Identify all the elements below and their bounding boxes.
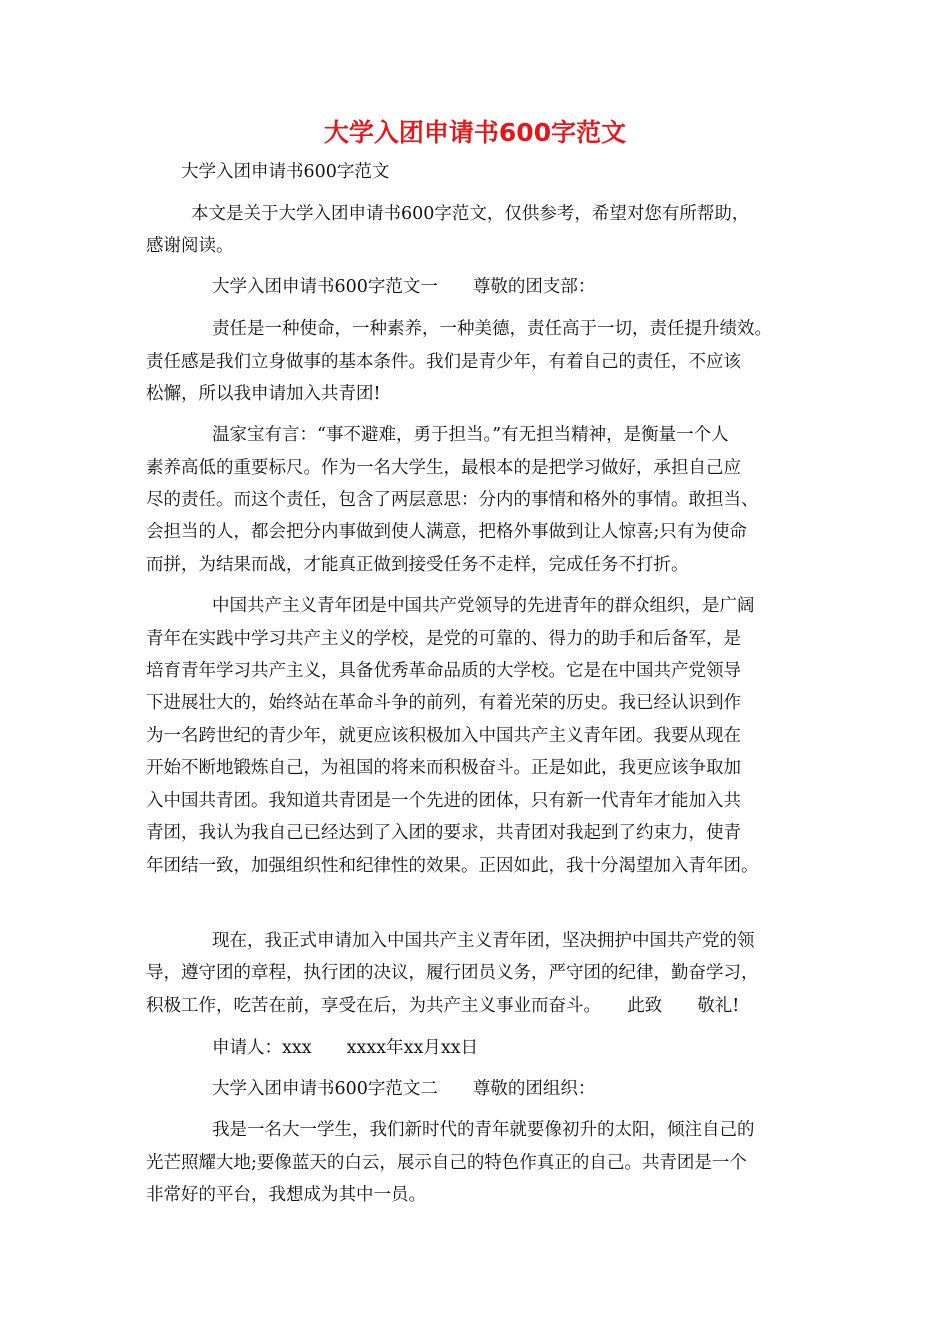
intro-line: 本文是关于大学入团申请书600字范文，仅供参考，希望对您有所帮助， [191,204,750,224]
paragraph-line: 素养高低的重要标尺。作为一名大学生，最根本的是把学习做好，承担自己应 [146,458,741,478]
paragraph-line: 我是一名大一学生，我们新时代的青年就要像初升的太阳，倾注自己的 [212,1120,755,1140]
paragraph-line: 光芒照耀大地;要像蓝天的白云，展示自己的特色作真正的自己。共青团是一个 [146,1153,747,1173]
paragraph-line: 现在，我正式申请加入中国共产主义青年团，坚决拥护中国共产党的领 [212,931,755,951]
paragraph-line: 尽的责任。而这个责任，包含了两层意思：分内的事情和格外的事情。敢担当、 [146,490,759,510]
paragraph-line: 培育青年学习共产主义，具备优秀革命品质的大学校。它是在中国共产党领导 [146,661,741,681]
paragraph-line: 开始不断地锻炼自己，为祖国的将来而积极奋斗。正是如此，我更应该争取加 [146,758,741,778]
paragraph-line: 年团结一致，加强组织性和纪律性的效果。正因如此，我十分渴望加入青年团。 [146,856,759,876]
section-heading: 大学入团申请书600字范文二 尊敬的团组织： [212,1079,596,1099]
signature-line: 申请人：xxx xxxx年xx月xx日 [212,1038,479,1058]
paragraph-line: 而拼，为结果而战，才能真正做到接受任务不走样，完成任务不打折。 [146,555,689,575]
paragraph-line: 下进展壮大的，始终站在革命斗争的前列，有着光荣的历史。我已经认识到作 [146,693,741,713]
paragraph-line: 入中国共青团。我知道共青团是一个先进的团体，只有新一代青年才能加入共 [146,791,741,811]
document-title: 大学入团申请书600字范文 [323,118,627,147]
section-heading: 大学入团申请书600字范文一 尊敬的团支部： [212,277,596,297]
paragraph-line: 松懈，所以我申请加入共青团! [146,384,381,404]
paragraph-line: 责任感是我们立身做事的基本条件。我们是青少年，有着自己的责任，不应该 [146,352,741,372]
paragraph-line: 非常好的平台，我想成为其中一员。 [146,1185,426,1205]
paragraph-line: 中国共产主义青年团是中国共产党领导的先进青年的群众组织，是广阔 [212,596,755,616]
paragraph-line: 温家宝有言：“事不避难，勇于担当。”有无担当精神，是衡量一个人 [212,425,729,445]
paragraph-line: 导，遵守团的章程，执行团的决议，履行团员义务，严守团的纪律，勤奋学习， [146,963,759,983]
paragraph-line: 责任是一种使命，一种素养，一种美德，责任高于一切，责任提升绩效。 [212,319,772,339]
paragraph-line: 积极工作，吃苦在前，享受在后，为共产主义事业而奋斗。 此致 敬礼! [146,996,740,1016]
paragraph-line: 会担当的人，都会把分内事做到使人满意，把格外事做到让人惊喜;只有为使命 [146,522,747,542]
paragraph-line: 青团，我认为我自己已经达到了入团的要求，共青团对我起到了约束力，使青 [146,823,741,843]
paragraph-line: 青年在实践中学习共产主义的学校，是党的可靠的、得力的助手和后备军，是 [146,629,741,649]
paragraph-line: 为一名跨世纪的青少年，就更应该积极加入中国共产主义青年团。我要从现在 [146,726,741,746]
subtitle-line: 大学入团申请书600字范文 [181,162,390,182]
intro-line: 感谢阅读。 [146,236,234,256]
